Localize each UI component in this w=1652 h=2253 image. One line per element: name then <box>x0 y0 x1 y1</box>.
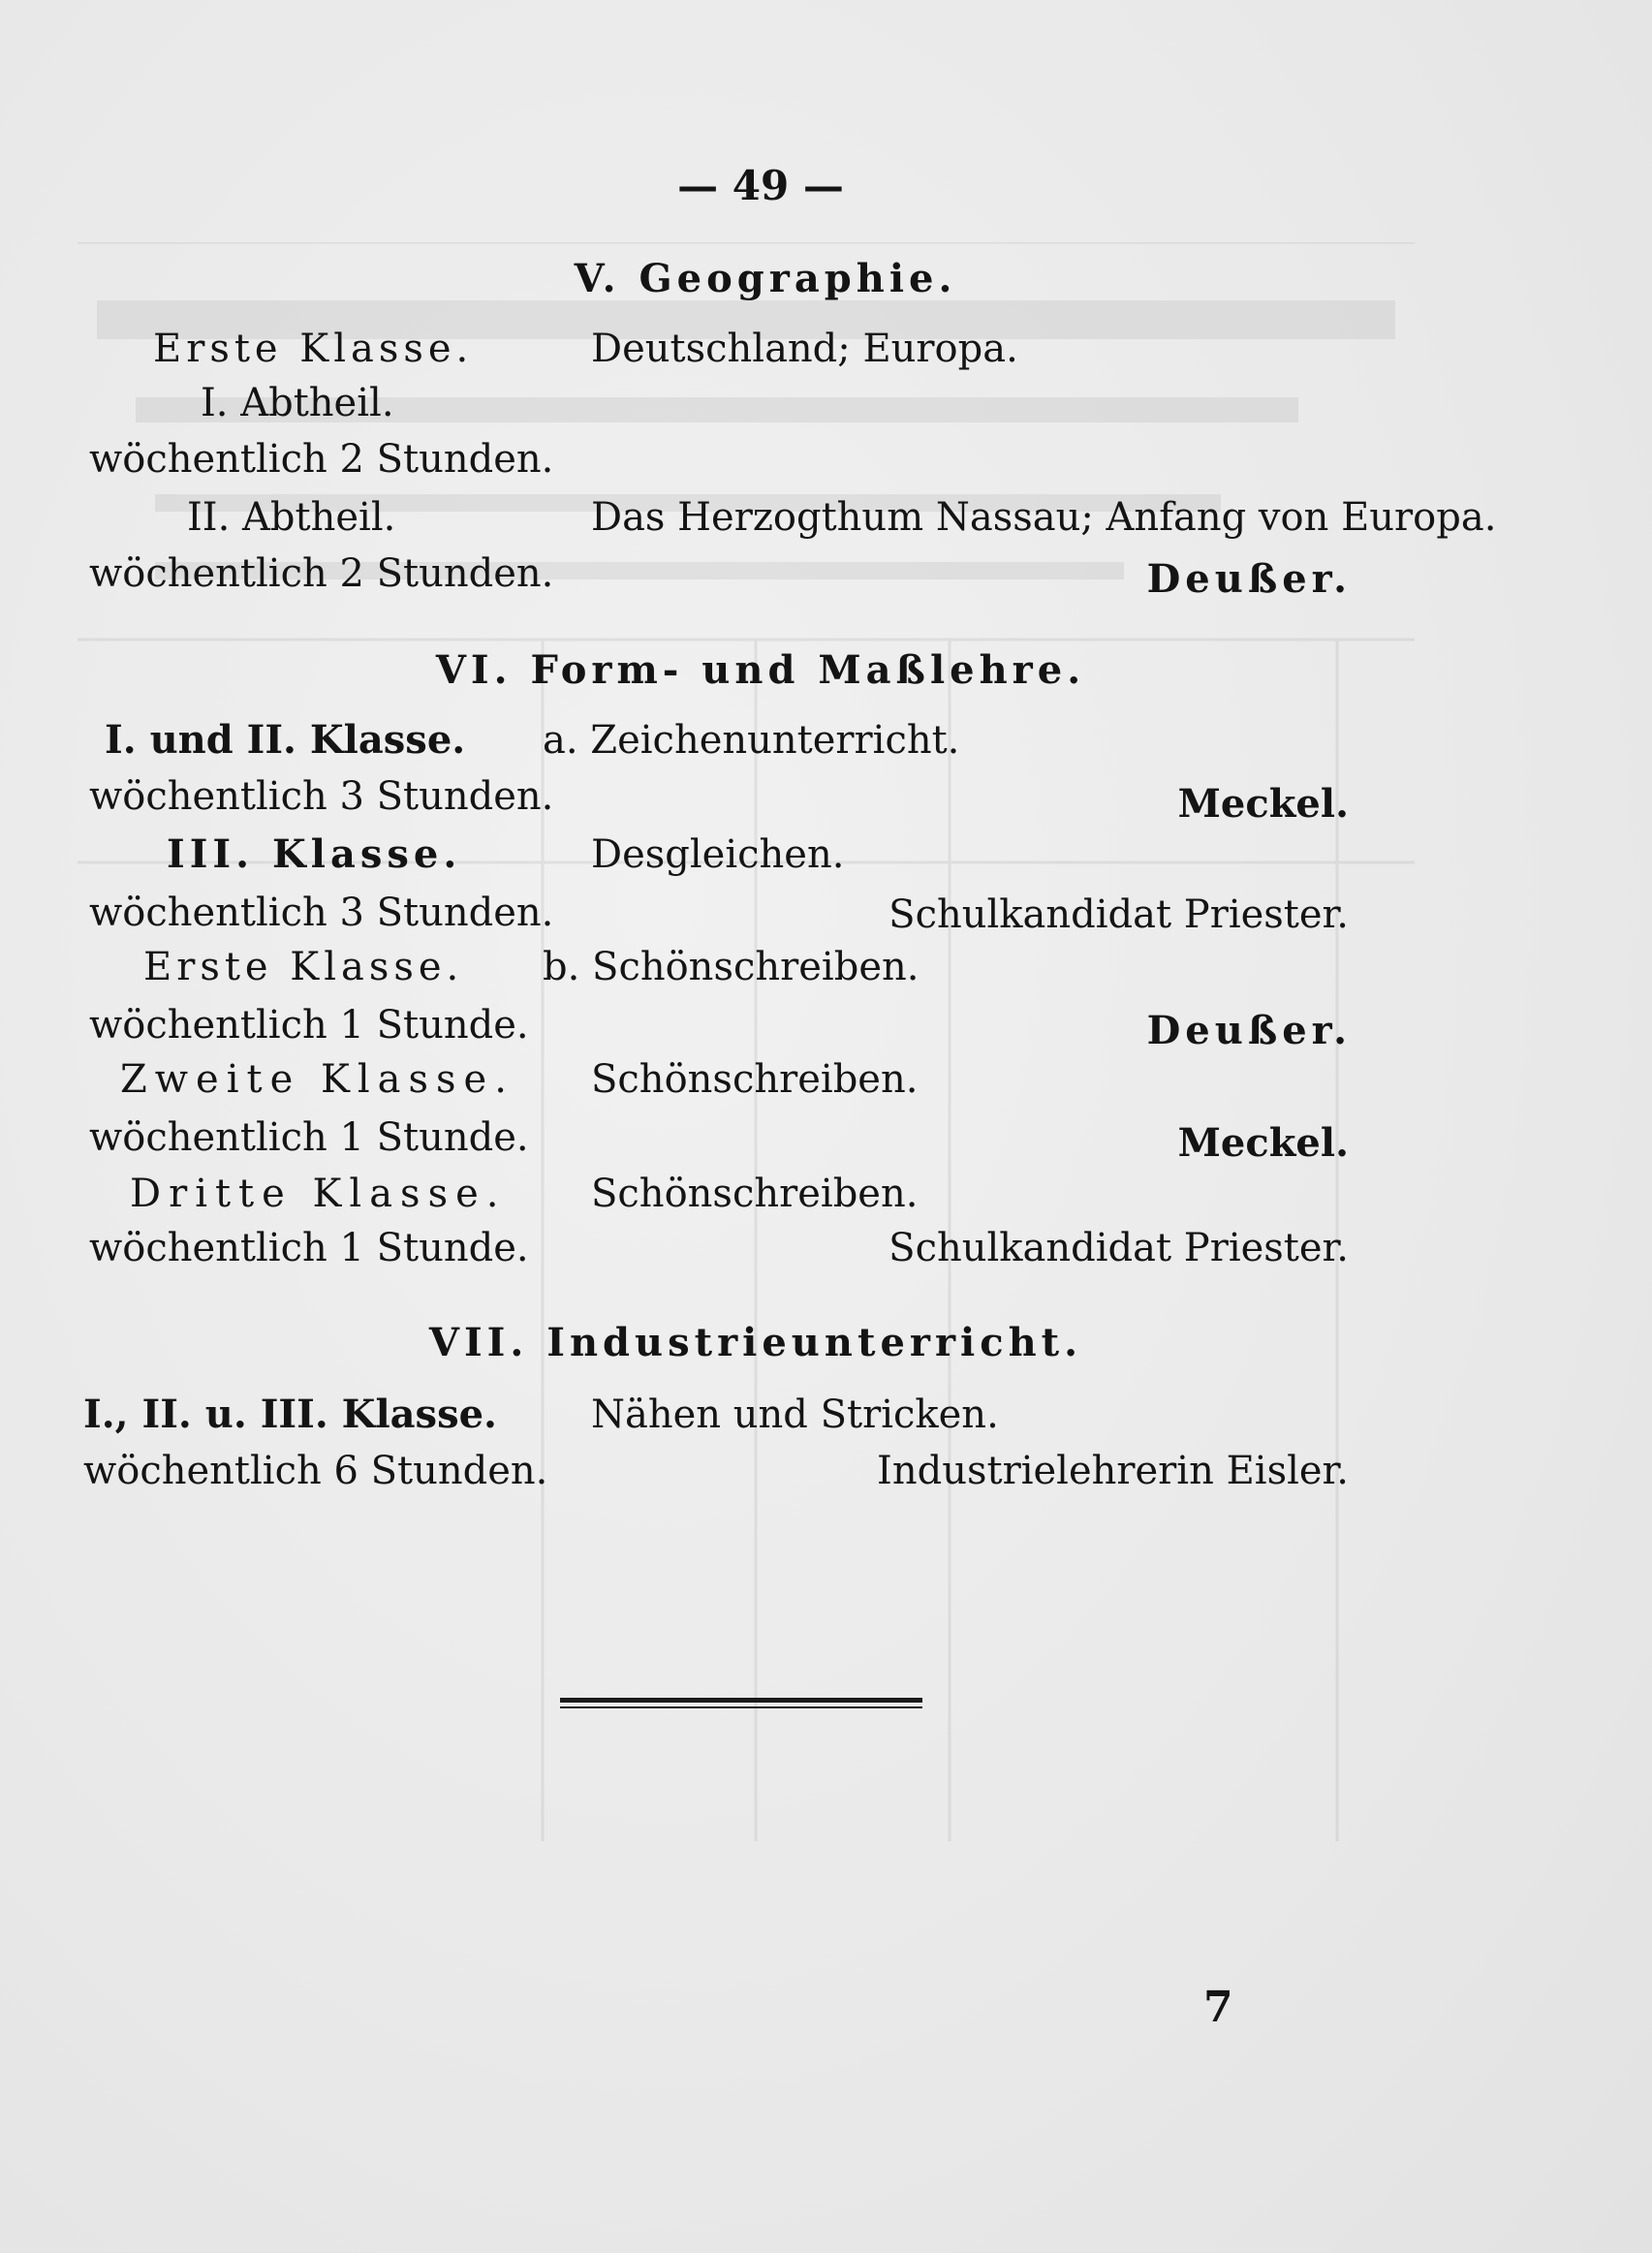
section-heading-industry: VII. Industrieunterricht. <box>428 1320 1083 1365</box>
section-heading-form: VI. Form- und Maßlehre. <box>435 647 1086 693</box>
rule-thin-line <box>560 1706 922 1708</box>
closing-rule <box>560 1698 922 1711</box>
class-label: Dritte Klasse. <box>130 1172 507 1216</box>
subject-text: Nähen und Stricken. <box>591 1392 999 1437</box>
class-label: Erste Klasse. <box>153 327 474 371</box>
class-label: Zweite Klasse. <box>120 1057 514 1102</box>
teacher-name: Industrielehrerin Eisler. <box>877 1449 1349 1493</box>
subject-text: Das Herzogthum Nassau; Anfang von Europa. <box>591 495 1497 540</box>
hours-text: wöchentlich 2 Stunden. <box>89 437 554 482</box>
subject-text: Schönschreiben. <box>591 1057 919 1102</box>
teacher-name: Deußer. <box>1146 1008 1352 1053</box>
hours-text: wöchentlich 6 Stunden. <box>83 1449 548 1493</box>
class-label: I. und II. Klasse. <box>105 717 466 763</box>
hours-text: wöchentlich 3 Stunden. <box>89 891 554 935</box>
subject-text: Desgleichen. <box>591 832 845 877</box>
teacher-name: Schulkandidat Priester. <box>888 892 1349 937</box>
class-label: III. Klasse. <box>167 831 462 877</box>
page-number: — 49 — <box>677 162 844 209</box>
hours-text: wöchentlich 1 Stunde. <box>89 1003 529 1048</box>
class-label: I., II. u. III. Klasse. <box>83 1392 497 1437</box>
hours-text: wöchentlich 1 Stunde. <box>89 1226 529 1270</box>
hours-text: wöchentlich 1 Stunde. <box>89 1115 529 1160</box>
teacher-name: Schulkandidat Priester. <box>888 1226 1349 1270</box>
rule-thick-line <box>560 1698 922 1703</box>
division-label: I. Abtheil. <box>201 381 394 425</box>
class-label: Erste Klasse. <box>143 945 464 989</box>
subject-text: Schönschreiben. <box>591 1172 919 1216</box>
hours-text: wöchentlich 2 Stunden. <box>89 551 554 596</box>
section-heading-geography: V. Geographie. <box>574 256 957 301</box>
teacher-name: Meckel. <box>1177 781 1349 827</box>
subject-text: a. Zeichenunterricht. <box>543 718 960 763</box>
teacher-name: Deußer. <box>1146 556 1352 602</box>
subject-text: b. Schönschreiben. <box>543 945 920 989</box>
hours-text: wöchentlich 3 Stunden. <box>89 774 554 819</box>
signature-mark: 7 <box>1203 1983 1233 2032</box>
teacher-name: Meckel. <box>1177 1120 1349 1166</box>
subject-text: Deutschland; Europa. <box>591 327 1018 371</box>
division-label: II. Abtheil. <box>187 495 396 540</box>
